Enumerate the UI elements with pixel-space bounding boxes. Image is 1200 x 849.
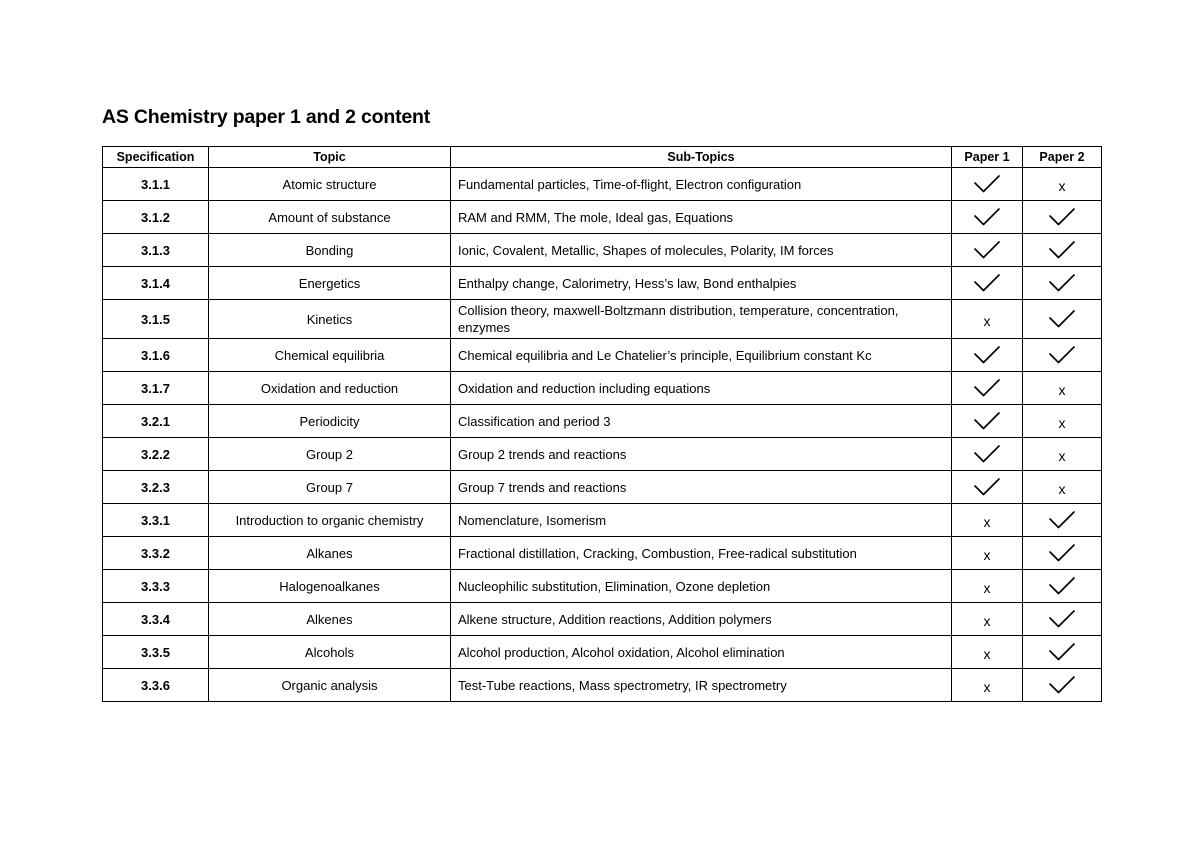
- topic-name: Chemical equilibria: [209, 339, 451, 372]
- table-row: [103, 201, 1102, 234]
- table-row: [103, 471, 1102, 504]
- spec-code: 3.1.5: [103, 300, 209, 339]
- topic-name: Alkanes: [209, 537, 451, 570]
- check-icon: [973, 344, 1001, 366]
- spec-code: 3.2.1: [103, 405, 209, 438]
- table-row: [103, 570, 1102, 603]
- paper-2-cell: [1023, 504, 1102, 537]
- spec-code: 3.1.4: [103, 267, 209, 300]
- topic-name: Periodicity: [209, 405, 451, 438]
- topic-name: Organic analysis: [209, 669, 451, 702]
- table-row: [103, 339, 1102, 372]
- topic-name: Oxidation and reduction: [209, 372, 451, 405]
- cross-mark: x: [1058, 448, 1066, 465]
- check-icon: [973, 239, 1001, 261]
- paper-2-cell: [1023, 537, 1102, 570]
- subtopics-text: Chemical equilibria and Le Chatelier’s principle, Equilibrium constant Kc: [451, 339, 952, 372]
- check-icon: [1048, 344, 1076, 366]
- subtopics-text: Ionic, Covalent, Metallic, Shapes of molecules, Polarity, IM forces: [451, 234, 952, 267]
- paper-1-cell: [952, 300, 1023, 339]
- page-title: AS Chemistry paper 1 and 2 content: [102, 106, 431, 128]
- topic-name: Energetics: [209, 267, 451, 300]
- table-row: [103, 372, 1102, 405]
- cross-mark: x: [1058, 382, 1066, 399]
- spec-code: 3.3.5: [103, 636, 209, 669]
- paper-2-cell: [1023, 570, 1102, 603]
- table-row: [103, 537, 1102, 570]
- spec-code: 3.3.2: [103, 537, 209, 570]
- subtopics-text: Alkene structure, Addition reactions, Addition polymers: [451, 603, 952, 636]
- check-icon: [1048, 272, 1076, 294]
- subtopics-text: Nomenclature, Isomerism: [451, 504, 952, 537]
- cross-mark: x: [983, 514, 991, 531]
- topic-name: Atomic structure: [209, 168, 451, 201]
- topic-name: Alkenes: [209, 603, 451, 636]
- check-icon: [973, 410, 1001, 432]
- topic-name: Introduction to organic chemistry: [209, 504, 451, 537]
- check-icon: [1048, 206, 1076, 228]
- cross-mark: x: [983, 580, 991, 597]
- check-icon: [973, 206, 1001, 228]
- subtopics-text: Fundamental particles, Time-of-flight, Electron configuration: [451, 168, 952, 201]
- paper-2-cell: [1023, 234, 1102, 267]
- topic-name: Bonding: [209, 234, 451, 267]
- table-row: [103, 234, 1102, 267]
- spec-code: 3.3.3: [103, 570, 209, 603]
- cross-mark: x: [983, 679, 991, 696]
- subtopics-text: Collision theory, maxwell-Boltzmann distribution, temperature, concentration, enzymes: [451, 300, 952, 339]
- spec-code: 3.1.7: [103, 372, 209, 405]
- spec-code: 3.2.3: [103, 471, 209, 504]
- table-row: [103, 438, 1102, 471]
- paper-1-cell: [952, 234, 1023, 267]
- table-row: [103, 300, 1102, 339]
- header-specification: Specification: [103, 147, 209, 168]
- subtopics-text: Oxidation and reduction including equations: [451, 372, 952, 405]
- subtopics-text: Nucleophilic substitution, Elimination, Ozone depletion: [451, 570, 952, 603]
- table-row: [103, 168, 1102, 201]
- check-icon: [1048, 608, 1076, 630]
- cross-mark: x: [1058, 178, 1066, 195]
- check-icon: [1048, 239, 1076, 261]
- subtopics-text: Fractional distillation, Cracking, Combustion, Free-radical substitution: [451, 537, 952, 570]
- topic-name: Alcohols: [209, 636, 451, 669]
- subtopics-text: Group 2 trends and reactions: [451, 438, 952, 471]
- paper-1-cell: [952, 537, 1023, 570]
- paper-1-cell: [952, 438, 1023, 471]
- topic-name: Group 7: [209, 471, 451, 504]
- check-icon: [973, 377, 1001, 399]
- paper-2-cell: [1023, 636, 1102, 669]
- spec-code: 3.1.1: [103, 168, 209, 201]
- check-icon: [1048, 575, 1076, 597]
- header-paper-1: Paper 1: [952, 147, 1023, 168]
- paper-1-cell: [952, 405, 1023, 438]
- paper-2-cell: [1023, 669, 1102, 702]
- cross-mark: x: [983, 547, 991, 564]
- check-icon: [973, 443, 1001, 465]
- paper-1-cell: [952, 504, 1023, 537]
- paper-2-cell: [1023, 438, 1102, 471]
- paper-2-cell: [1023, 267, 1102, 300]
- subtopics-text: RAM and RMM, The mole, Ideal gas, Equations: [451, 201, 952, 234]
- cross-mark: x: [983, 313, 991, 330]
- table-body: [103, 168, 1102, 702]
- check-icon: [1048, 674, 1076, 696]
- table-row: [103, 669, 1102, 702]
- paper-2-cell: [1023, 471, 1102, 504]
- topic-name: Group 2: [209, 438, 451, 471]
- spec-code: 3.3.1: [103, 504, 209, 537]
- subtopics-text: Alcohol production, Alcohol oxidation, Alcohol elimination: [451, 636, 952, 669]
- paper-1-cell: [952, 201, 1023, 234]
- header-topic: Topic: [209, 147, 451, 168]
- cross-mark: x: [1058, 481, 1066, 498]
- check-icon: [973, 476, 1001, 498]
- paper-2-cell: [1023, 603, 1102, 636]
- paper-1-cell: [952, 669, 1023, 702]
- header-paper-2: Paper 2: [1023, 147, 1102, 168]
- paper-2-cell: [1023, 372, 1102, 405]
- check-icon: [1048, 542, 1076, 564]
- table-row: [103, 636, 1102, 669]
- paper-1-cell: [952, 339, 1023, 372]
- check-icon: [1048, 509, 1076, 531]
- table-row: [103, 504, 1102, 537]
- paper-1-cell: [952, 372, 1023, 405]
- subtopics-text: Classification and period 3: [451, 405, 952, 438]
- paper-1-cell: [952, 267, 1023, 300]
- paper-2-cell: [1023, 339, 1102, 372]
- spec-code: 3.1.6: [103, 339, 209, 372]
- check-icon: [1048, 308, 1076, 330]
- paper-1-cell: [952, 168, 1023, 201]
- spec-code: 3.3.6: [103, 669, 209, 702]
- topic-name: Amount of substance: [209, 201, 451, 234]
- cross-mark: x: [1058, 415, 1066, 432]
- subtopics-text: Group 7 trends and reactions: [451, 471, 952, 504]
- paper-1-cell: [952, 570, 1023, 603]
- table-header-row: [103, 147, 1102, 168]
- spec-code: 3.2.2: [103, 438, 209, 471]
- paper-2-cell: [1023, 300, 1102, 339]
- check-icon: [973, 173, 1001, 195]
- header-subtopics: Sub-Topics: [451, 147, 952, 168]
- cross-mark: x: [983, 613, 991, 630]
- subtopics-text: Test-Tube reactions, Mass spectrometry, IR spectrometry: [451, 669, 952, 702]
- subtopics-text: Enthalpy change, Calorimetry, Hess’s law, Bond enthalpies: [451, 267, 952, 300]
- content-table: [102, 146, 1102, 702]
- table-row: [103, 603, 1102, 636]
- spec-code: 3.3.4: [103, 603, 209, 636]
- table-row: [103, 405, 1102, 438]
- topic-name: Kinetics: [209, 300, 451, 339]
- paper-2-cell: [1023, 201, 1102, 234]
- table-row: [103, 267, 1102, 300]
- paper-2-cell: [1023, 405, 1102, 438]
- paper-1-cell: [952, 471, 1023, 504]
- topic-name: Halogenoalkanes: [209, 570, 451, 603]
- check-icon: [973, 272, 1001, 294]
- cross-mark: x: [983, 646, 991, 663]
- paper-1-cell: [952, 636, 1023, 669]
- spec-code: 3.1.3: [103, 234, 209, 267]
- check-icon: [1048, 641, 1076, 663]
- paper-2-cell: [1023, 168, 1102, 201]
- spec-code: 3.1.2: [103, 201, 209, 234]
- paper-1-cell: [952, 603, 1023, 636]
